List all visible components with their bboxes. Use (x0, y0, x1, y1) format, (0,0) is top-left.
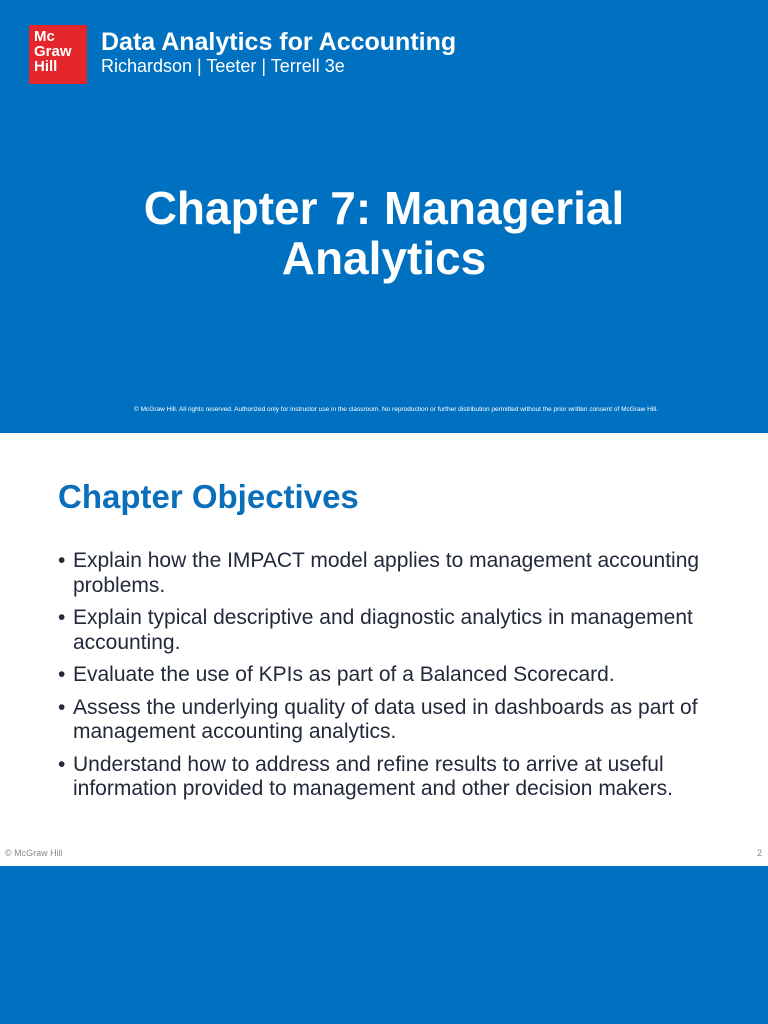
logo-line-3: Hill (34, 58, 58, 75)
objective-text: Explain typical descriptive and diagnostic analytics in management accounting. (73, 606, 693, 654)
objective-text: Assess the underlying quality of data used in dashboards as part of management accounting analytics. (73, 695, 698, 743)
list-item (58, 696, 738, 745)
logo-line-2: Graw (34, 43, 72, 60)
bullet-glyph: • (58, 663, 66, 686)
list-item (58, 753, 738, 802)
objectives-list (58, 549, 738, 810)
objectives-slide (0, 433, 768, 866)
bullet-glyph: • (58, 549, 66, 572)
bullet-glyph: • (58, 695, 66, 719)
authors-line: Richardson | Teeter | Terrell 3e (101, 56, 345, 76)
list-item (58, 606, 738, 655)
chapter-title (0, 183, 768, 283)
objective-text: Understand how to address and refine results to arrive at useful information provided to management and other decision makers. (73, 752, 673, 800)
page-number: 2 (756, 848, 762, 858)
title-slide (0, 0, 768, 433)
objective-text: Explain how the IMPACT model applies to management accounting problems. (73, 549, 700, 597)
chapter-title-line-1: Chapter 7: Managerial (143, 182, 625, 234)
copyright-notice: © McGraw Hill. All rights reserved. Authorized only for instructor use in the classroom. No reproduction or further distribution permitted without the prior written consent of McGraw Hill. (134, 406, 658, 413)
chapter-title-line-2: Analytics (281, 232, 487, 284)
footer-copyright: © McGraw Hill (5, 848, 63, 858)
list-item (58, 549, 738, 598)
list-item (58, 663, 738, 688)
logo-line-1: Mc (34, 28, 55, 45)
course-title: Data Analytics for Accounting (101, 28, 457, 56)
objectives-title: Chapter Objectives (58, 478, 359, 515)
bullet-glyph: • (58, 606, 66, 629)
bullet-glyph: • (58, 752, 66, 776)
objective-text: Evaluate the use of KPIs as part of a Balanced Scorecard. (73, 663, 615, 686)
mcgraw-hill-logo (29, 25, 87, 84)
